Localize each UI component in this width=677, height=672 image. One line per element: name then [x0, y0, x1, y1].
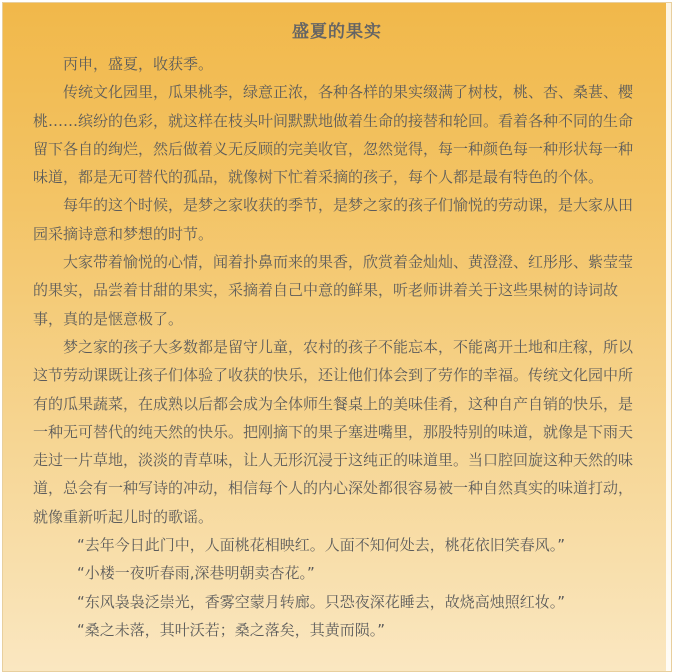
poem-line: “去年今日此门中，人面桃花相映红。人面不知何处去，桃花依旧笑春风。” [77, 536, 566, 555]
article-panel [2, 2, 672, 672]
poem-line: “东风袅袅泛崇光，香雾空蒙月转廊。只恐夜深花睡去，故烧高烛照红妆。” [77, 592, 566, 611]
paragraph: 大家带着愉悦的心情，闻着扑鼻而来的果香，欣赏着金灿灿、黄澄澄、红彤彤、紫莹莹的果实，品尝着甘甜的果实，采摘着自己中意的鲜果，听老师讲着关于这些果树的诗词故事，真的是惬意极了。 [33, 253, 634, 328]
scrollbar[interactable] [666, 3, 671, 671]
paragraph: 传统文化园里，瓜果桃李，绿意正浓，各种各样的果实缀满了树枝，桃、杏、桑葚、樱桃……缤纷的色彩，就这样在枝头叶间默默地做着生命的接替和轮回。看着各种不同的生命留下各自的绚烂，然后做着义无反顾的完美收官，忽然觉得，每一种颜色每一种形状每一种味道，都是无可替代的孤品，就像树下忙着采摘的孩子，每个人都是最有特色的个体。 [33, 83, 634, 187]
poem-line: “桑之未落，其叶沃若；桑之落矣，其黄而陨。” [77, 620, 386, 639]
paragraph: 梦之家的孩子大多数都是留守儿童，农村的孩子不能忘本，不能离开土地和庄稼，所以这节劳动课既让孩子们体验了收获的快乐，还让他们体会到了劳作的幸福。传统文化园中所有的瓜果蔬菜，在成熟以后都会成为全体师生餐桌上的美味佳肴，这种自产自销的快乐，是一种无可替代的纯天然的快乐。把刚摘下的果子塞进嘴里，那股特别的味道，就像是下雨天走过一片草地，淡淡的青草味，让人无形沉浸于这纯正的味道里。当口腔回旋这种天然的味道，总会有一种写诗的冲动，相信每个人的内心深处都很容易被一种自然真实的味道打动，就像重新听起儿时的歌谣。 [33, 337, 634, 526]
paragraph: 每年的这个时候，是梦之家收获的季节，是梦之家的孩子们愉悦的劳动课，是大家从田园采摘诗意和梦想的时节。 [33, 196, 634, 243]
paragraph: 丙申，盛夏，收获季。 [63, 55, 214, 73]
article-title: 盛夏的果实 [292, 22, 382, 42]
poem-line: “小楼一夜听春雨,深巷明朝卖杏花。” [77, 564, 315, 583]
article-body [33, 50, 641, 644]
